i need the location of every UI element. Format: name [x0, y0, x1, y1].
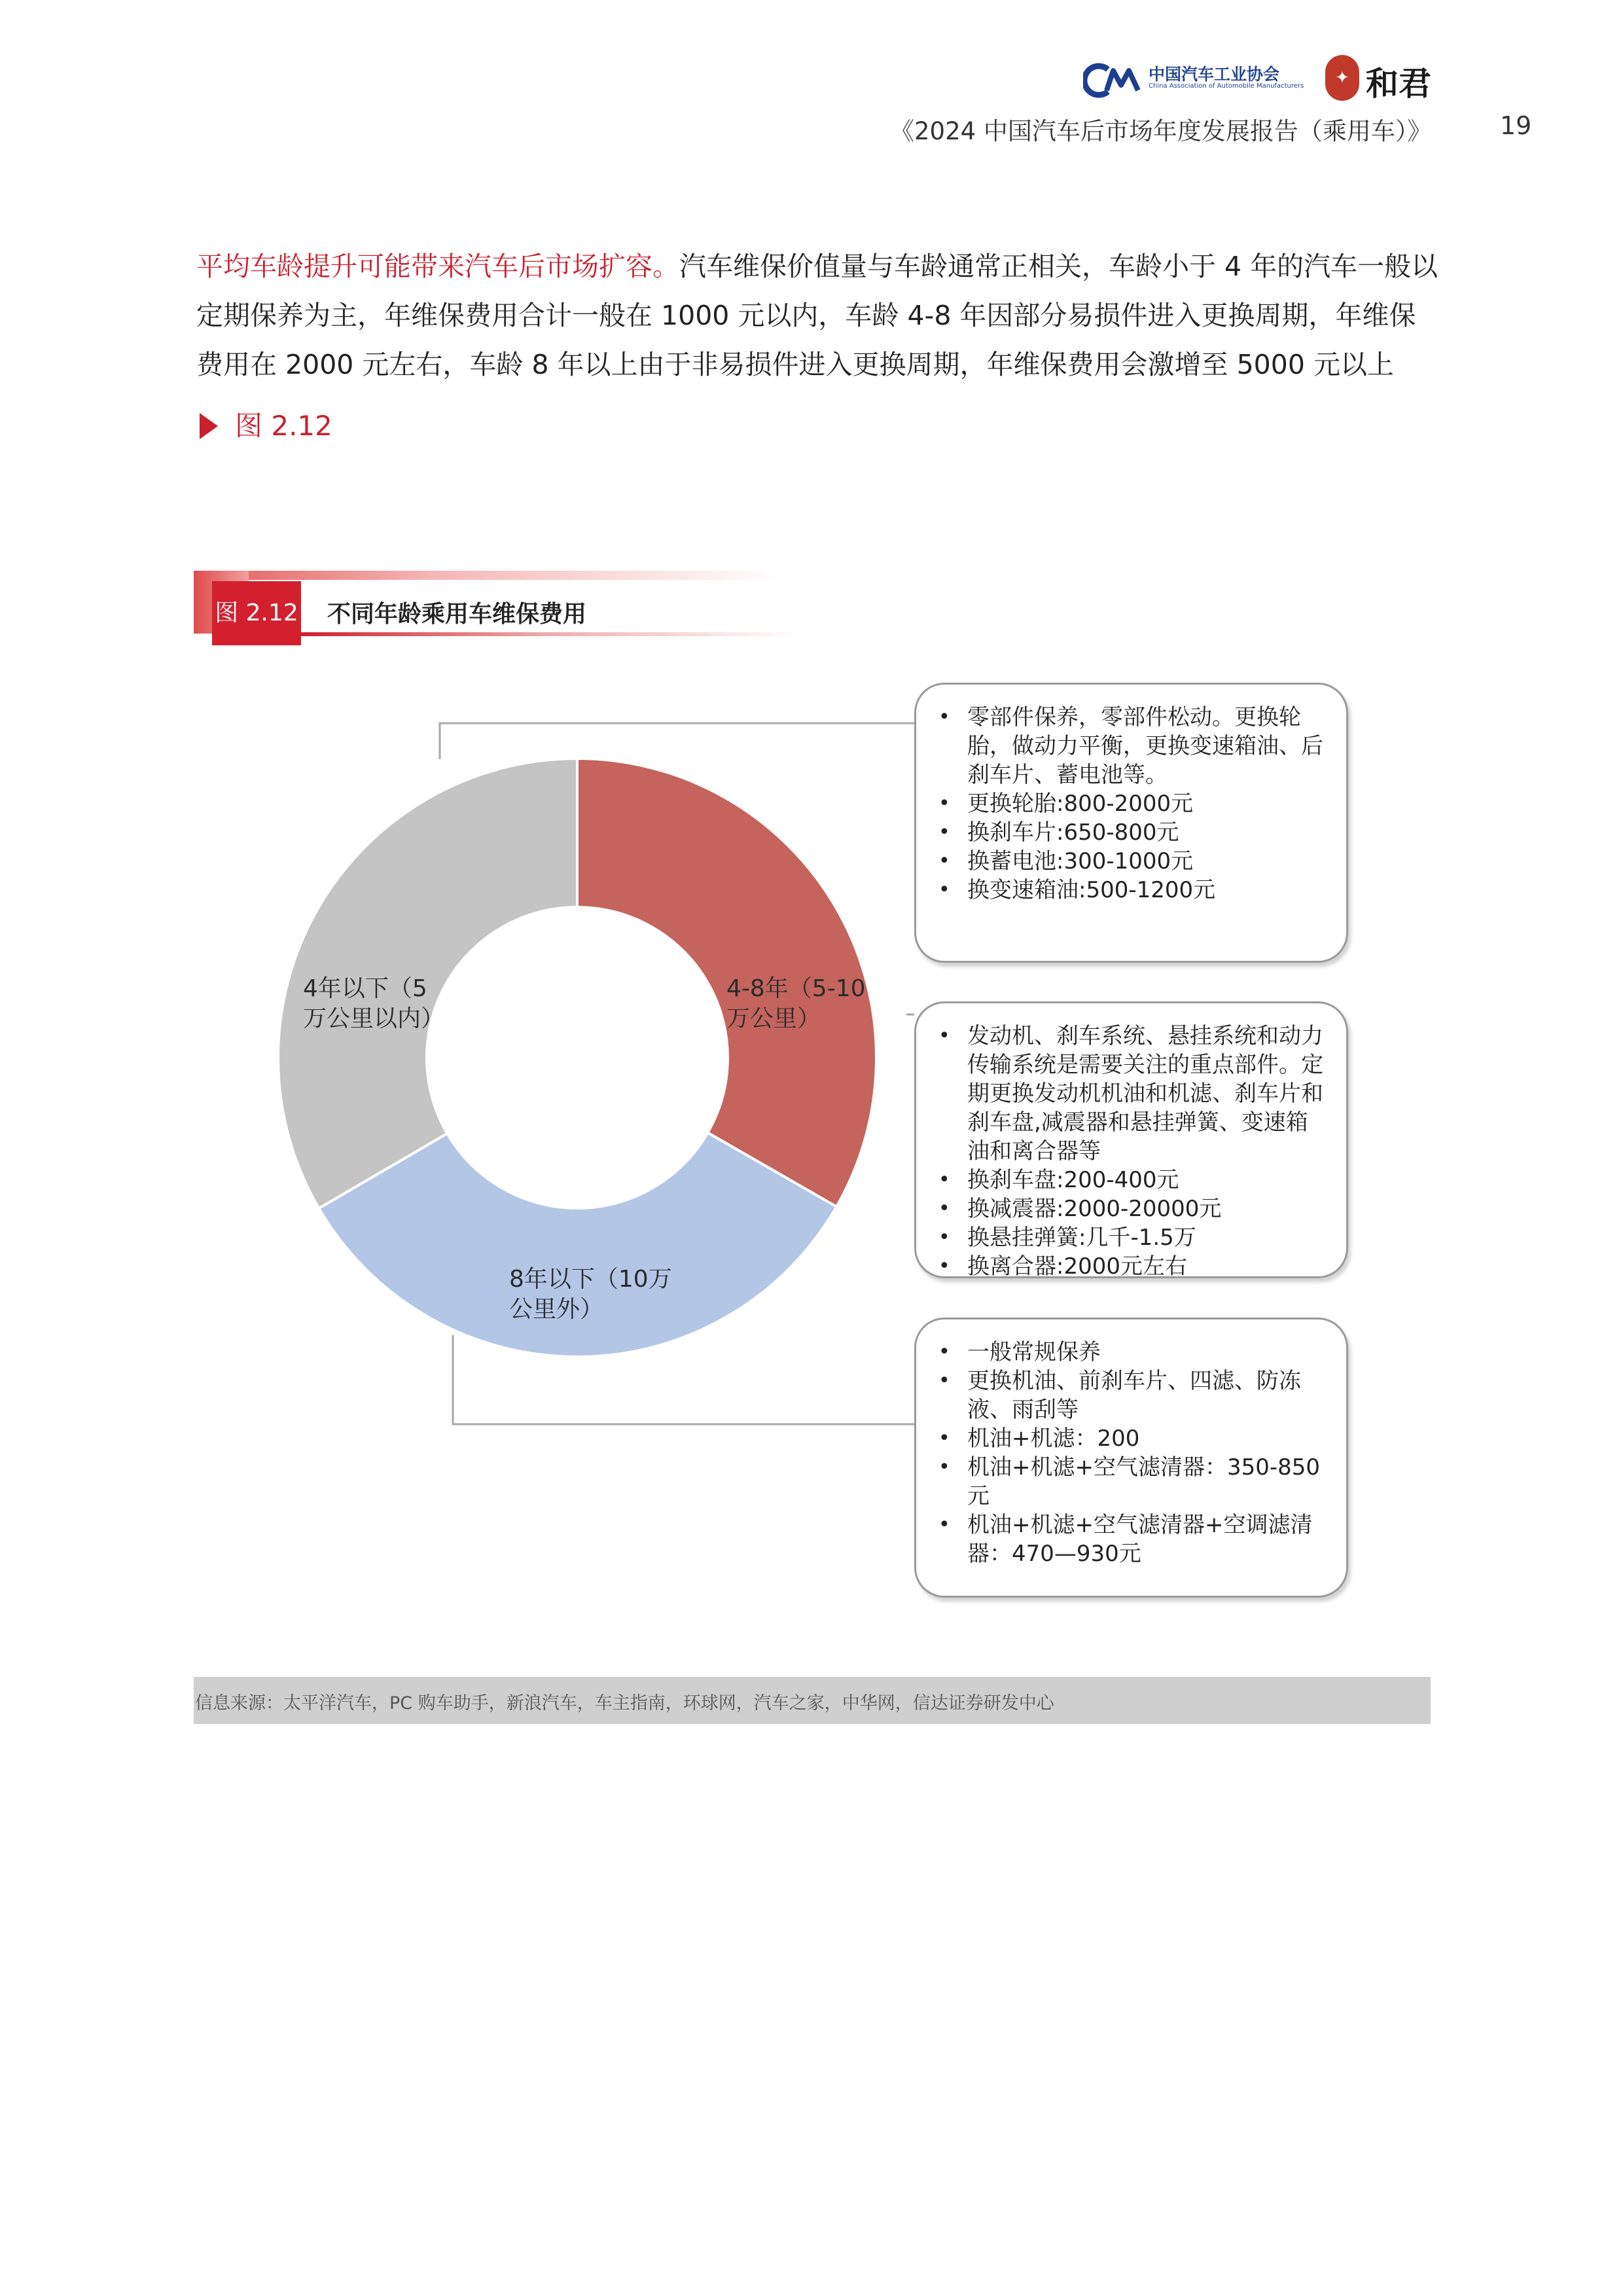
page-number: 19 — [1500, 111, 1532, 140]
connector-line-top — [440, 723, 914, 759]
callout-item: • 换离合器:2000元左右 — [935, 1252, 1329, 1281]
callout-item: • 换减震器:2000-20000元 — [935, 1194, 1329, 1223]
segment-label-4-years: 4年以下（5 万公里以内） — [303, 975, 445, 1032]
callout-item: • 发动机、刹车系统、悬挂系统和动力传输系统是需要关注的重点部件。定期更换发动机机油和机滤、刹车片和刹车盘,减震器和悬挂弹簧、变速箱油和离合器等 — [935, 1022, 1329, 1166]
intro-lead: 平均车龄提升可能带来汽车后市场扩容。 — [196, 251, 679, 282]
callout-item: • 更换机油、前刹车片、四滤、防冻液、雨刮等 — [935, 1367, 1329, 1424]
callout-8-years — [914, 1001, 1348, 1278]
callout-item: • 一般常规保养 — [935, 1338, 1329, 1367]
figure-reference-text: 图 2.12 — [235, 410, 332, 442]
hejun-seal-icon: ✦ — [1325, 55, 1359, 101]
callout-item: • 换蓄电池:300-1000元 — [935, 847, 1329, 876]
callout-item: • 更换轮胎:800-2000元 — [935, 789, 1329, 818]
callout-item: • 机油+机滤+空气滤清器+空调滤清器：470—930元 — [935, 1511, 1329, 1568]
caam-name: 中国汽车工业协会 — [1149, 65, 1280, 84]
callout-item: • 换刹车盘:200-400元 — [935, 1166, 1329, 1194]
figure-title: 不同年龄乘用车维保费用 — [327, 601, 587, 628]
callout-item: • 机油+机滤：200 — [935, 1424, 1329, 1453]
caam-name-en: China Association of Automobile Manufacturers — [1149, 82, 1304, 90]
callout-item: • 机油+机滤+空气滤清器：350-850元 — [935, 1453, 1329, 1511]
callout-item: • 换刹车片:650-800元 — [935, 818, 1329, 847]
callout-4-8-years — [914, 683, 1348, 963]
callout-4-years — [914, 1318, 1348, 1598]
report-title: 《2024 中国汽车后市场年度发展报告（乘用车）》 — [890, 117, 1432, 145]
hejun-name: 和君 — [1366, 64, 1431, 103]
intro-body: 汽车维保价值量与车龄通常正相关，车龄小于 4 年的汽车一般以定期保养为主，年维保费用合计一般在 1000 元以内，车龄 4-8 年因部分易损件进入更换周期，年维保费用在 2000 元左右，车龄 8 年以上由于非易损件进入更换周期，年维保费用会激增至 5000 元以上 — [196, 251, 1438, 380]
figure-number-badge: 图 2.12 — [212, 581, 301, 645]
callout-item: • 换悬挂弹簧:几千-1.5万 — [935, 1223, 1329, 1252]
segment-label-8-years: 8年以下（10万 公里外） — [509, 1266, 672, 1323]
segment-label-4-8-years: 4-8年（5-10 万公里） — [726, 975, 866, 1032]
callout-item: • 换变速箱油:500-1200元 — [935, 876, 1329, 905]
source-text: 信息来源：太平洋汽车，PC 购车助手，新浪汽车，车主指南，环球网，汽车之家，中华网，信达证券研发中心 — [195, 1693, 1054, 1713]
callout-item: • 零部件保养，零部件松动。更换轮胎，做动力平衡，更换变速箱油、后刹车片、蓄电池等。 — [935, 703, 1329, 789]
